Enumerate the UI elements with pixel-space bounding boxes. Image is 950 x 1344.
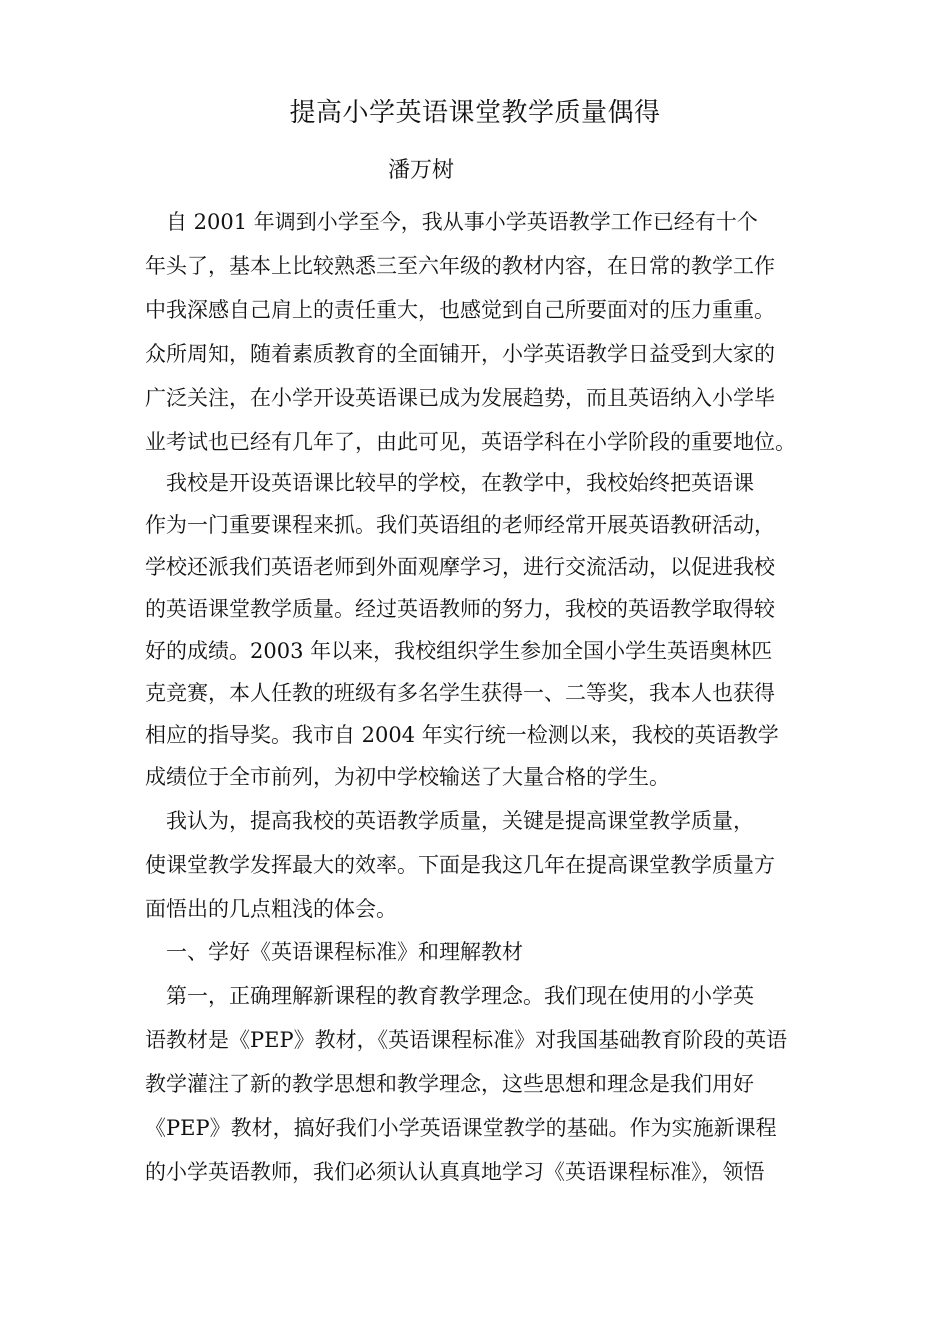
text-line: 众所周知，随着素质教育的全面铺开，小学英语教学日益受到大家的	[145, 342, 775, 366]
text-line: 自 2001 年调到小学至今，我从事小学英语教学工作已经有十个	[145, 210, 758, 234]
text-line: 的小学英语教师，我们必须认认真真地学习《英语课程标准》，领悟	[145, 1160, 765, 1184]
text-line: 中我深感自己肩上的责任重大，也感觉到自己所要面对的压力重重。	[145, 298, 775, 322]
text-line: 作为一门重要课程来抓。我们英语组的老师经常开展英语教研活动，	[145, 513, 775, 537]
text-line: 年头了，基本上比较熟悉三至六年级的教材内容，在日常的教学工作	[145, 254, 775, 278]
text-line: 我校是开设英语课比较早的学校，在教学中，我校始终把英语课	[145, 471, 754, 495]
text-line: 语教材是《PEP》教材，《英语课程标准》对我国基础教育阶段的英语	[145, 1028, 788, 1052]
text-line: 我认为，提高我校的英语教学质量，关键是提高课堂教学质量，	[145, 809, 754, 833]
text-line: 面悟出的几点粗浅的体会。	[145, 897, 397, 921]
text-line: 业考试也已经有几年了，由此可见，英语学科在小学阶段的重要地位。	[145, 430, 796, 454]
text-line: 学校还派我们英语老师到外面观摩学习，进行交流活动，以促进我校	[145, 555, 775, 579]
section-heading: 一、学好《英语课程标准》和理解教材	[145, 940, 523, 964]
text-line: 的英语课堂教学质量。经过英语教师的努力，我校的英语教学取得较	[145, 597, 775, 621]
text-line: 使课堂教学发挥最大的效率。下面是我这几年在提高课堂教学质量方	[145, 853, 775, 877]
text-line: 相应的指导奖。我市自 2004 年实行统一检测以来，我校的英语教学	[145, 723, 779, 747]
text-line: 第一，正确理解新课程的教育教学理念。我们现在使用的小学英	[145, 984, 754, 1008]
text-line: 广泛关注，在小学开设英语课已成为发展趋势，而且英语纳入小学毕	[145, 386, 775, 410]
text-line: 教学灌注了新的教学思想和教学理念，这些思想和理念是我们用好	[145, 1072, 754, 1096]
text-line: 成绩位于全市前列，为初中学校输送了大量合格的学生。	[145, 765, 670, 789]
text-line: 好的成绩。2003 年以来，我校组织学生参加全国小学生英语奥林匹	[145, 639, 773, 663]
document-title: 提高小学英语课堂教学质量偶得	[289, 98, 661, 128]
text-line: 克竞赛，本人任教的班级有多名学生获得一、二等奖，我本人也获得	[145, 681, 775, 705]
text-line: 《PEP》教材，搞好我们小学英语课堂教学的基础。作为实施新课程	[145, 1116, 777, 1140]
document-author: 潘万树	[388, 158, 455, 183]
